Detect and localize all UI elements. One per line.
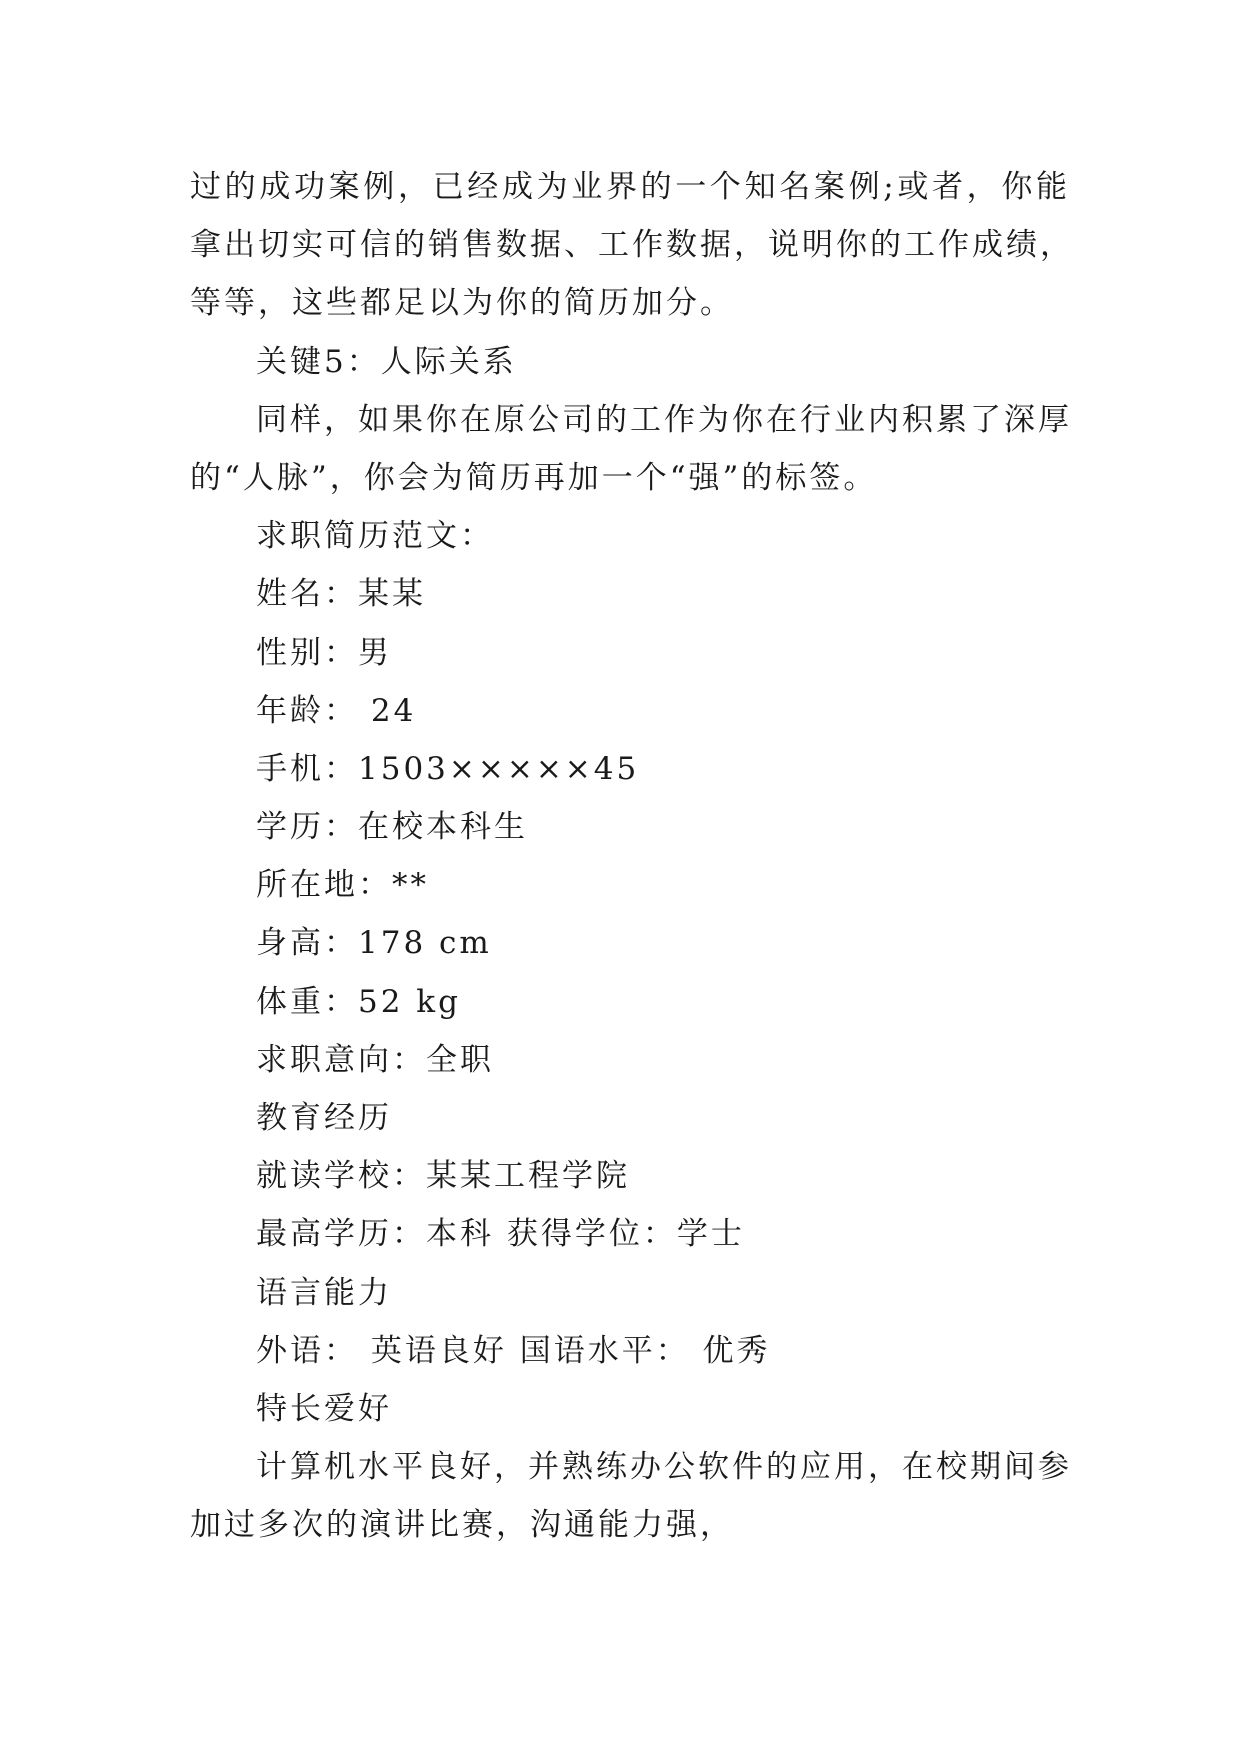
resume-field-phone: 手机：1503×××××45 [256,750,640,787]
resume-field-school: 就读学校：某某工程学院 [256,1158,630,1195]
section-heading-language: 语言能力 [256,1274,392,1311]
resume-field-degree: 最高学历：本科 获得学位：学士 [256,1216,745,1253]
resume-field-gender: 性别：男 [256,634,392,671]
paragraph-line: 拿出切实可信的销售数据、工作数据，说明你的工作成绩， [190,227,1074,264]
resume-field-height: 身高：178 cm [256,925,492,962]
paragraph-line: 的“人脉”，你会为简历再加一个“强”的标签。 [190,459,878,496]
paragraph-line: 加过多次的演讲比赛，沟通能力强， [190,1507,734,1544]
document-body [190,158,1074,1555]
resume-field-languages: 外语： 英语良好 国语水平： 优秀 [256,1332,771,1369]
section-heading-education: 教育经历 [256,1100,392,1136]
resume-field-name: 姓名：某某 [256,576,426,613]
paragraph-line: 过的成功案例，已经成为业界的一个知名案例;或者，你能 [190,169,1070,205]
resume-field-education-level: 学历：在校本科生 [256,809,528,846]
paragraph-line: 计算机水平良好，并熟练办公软件的应用，在校期间参 [256,1449,1072,1486]
resume-field-age: 年龄： 24 [256,692,417,729]
section-heading-skills: 特长爱好 [256,1390,392,1427]
resume-heading: 求职简历范文： [256,518,494,555]
paragraph-line: 等等，这些都足以为你的简历加分。 [190,285,734,322]
section-heading: 关键5：人际关系 [256,343,517,380]
resume-field-location: 所在地：** [256,867,429,904]
resume-field-job-intention: 求职意向：全职 [256,1041,494,1078]
resume-field-weight: 体重：52 kg [256,983,461,1020]
paragraph-line: 同样，如果你在原公司的工作为你在行业内积累了深厚 [256,401,1072,438]
